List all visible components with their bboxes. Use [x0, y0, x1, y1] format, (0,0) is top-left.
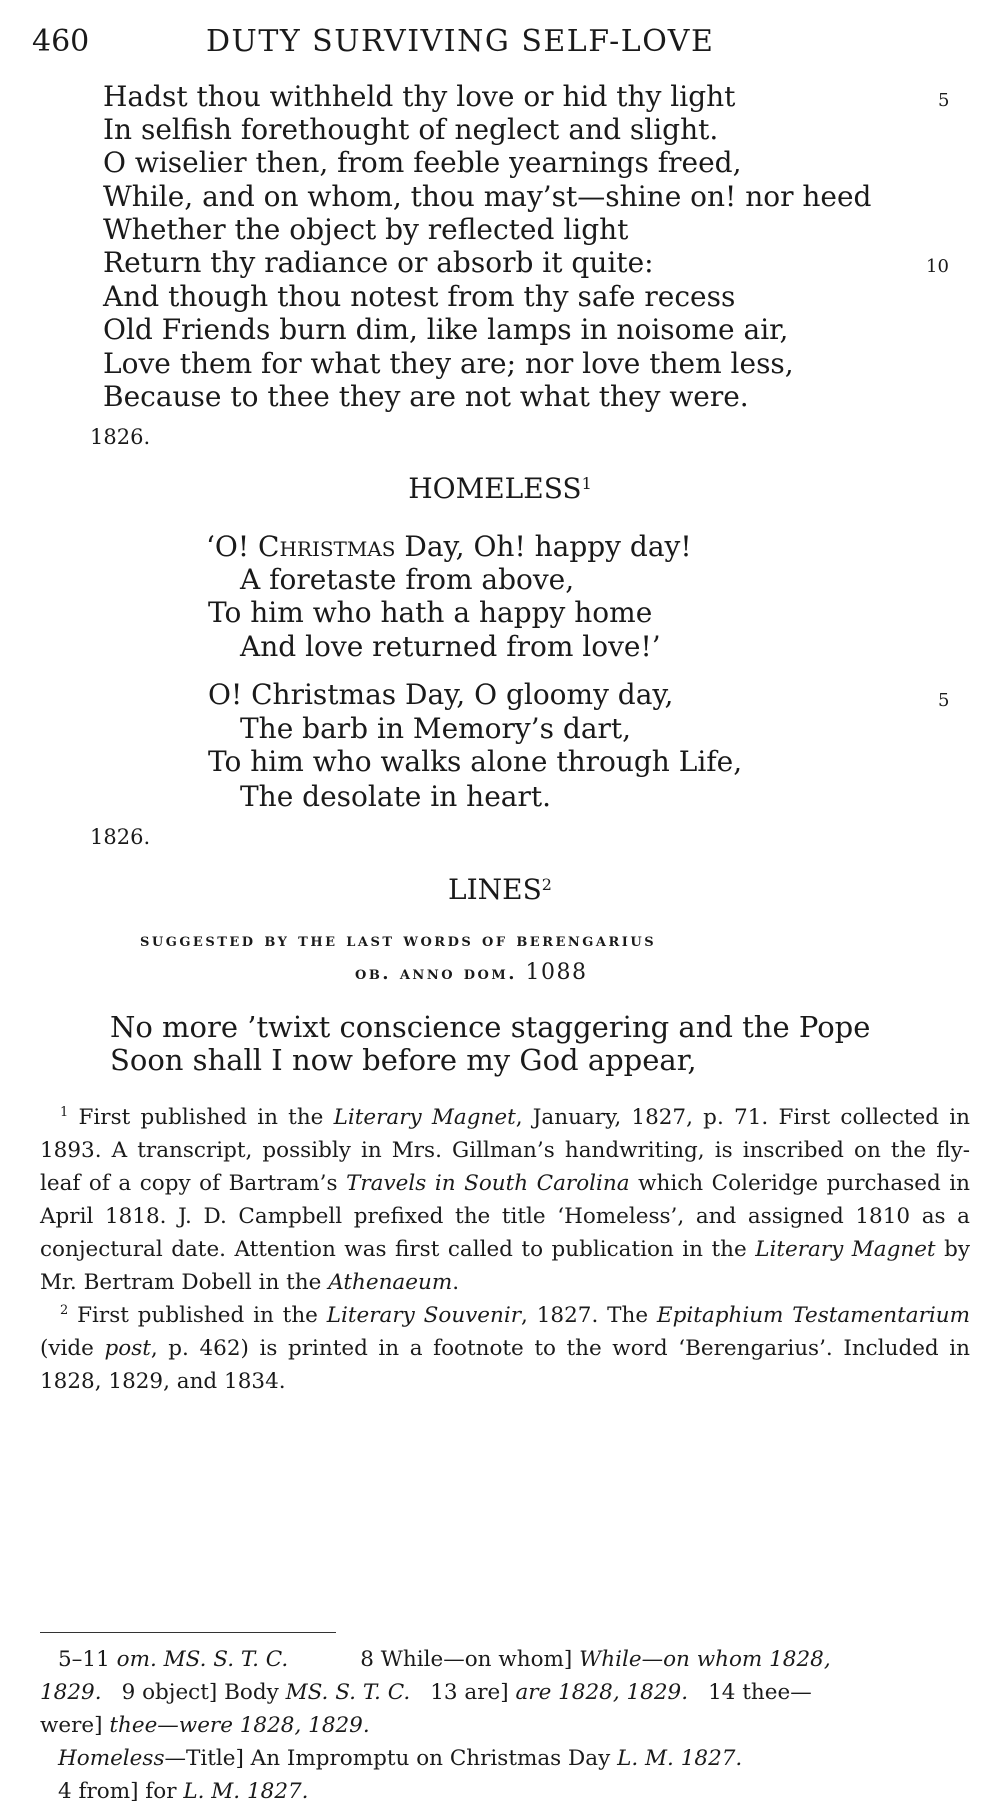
footnote-mark: 1	[581, 474, 592, 493]
line-number: 5	[938, 690, 950, 711]
heading-lines: LINES$^2$	[448, 873, 552, 906]
line-number: 5	[938, 90, 950, 111]
poem-line: Old Friends burn dim, like lamps in noisome air,	[103, 313, 789, 346]
footnote-1: $^1$ First published in the Literary Magnet, January, 1827, p. 71. First collected in 1893. A transcript, possibly in Mrs. Gillman’s handwriting, is inscribed on the fly-leaf of a copy of Bartram’s Travels in South Carolina which Coleridge purchased in April 1818. J. D. Campbell prefixed the title ‘Homeless’, and assigned 1810 as a conjectural date. Attention was first called to publication in the Literary Magnet by Mr. Bertram Dobell in the Athenaeum.	[40, 1105, 971, 1296]
poem-date: 1826.	[90, 825, 151, 849]
poem-line: Soon shall I now before my God appear,	[110, 1043, 697, 1077]
poem-line: The barb in Memory’s dart,	[240, 712, 632, 745]
subtitle: suggested by the last words of berengarius	[140, 930, 657, 951]
poem-line: While, and on whom, thou may’st—shine on! nor heed	[103, 180, 872, 213]
poem-line: And love returned from love!’	[240, 630, 661, 663]
heading-homeless: HOMELESS$^1$	[408, 472, 592, 505]
poem-date: 1826.	[90, 425, 151, 449]
textual-note: 5–11 om. MS. S. T. C. 8 While—on whom] While—on whom 1828,	[58, 1647, 831, 1672]
subtitle-date: ob. anno dom. 1088	[355, 960, 588, 985]
poem-line: The desolate in heart.	[240, 780, 551, 813]
poem-line: O wiselier then, from feeble yearnings freed,	[103, 146, 742, 179]
poem-line: ‘O! Christmas Day, Oh! happy day!	[206, 530, 692, 563]
poem-line: In selfish forethought of neglect and slight.	[103, 113, 719, 146]
poem-line: O! Christmas Day, O gloomy day,	[208, 678, 674, 711]
footnote-2: $^2$ First published in the Literary Souvenir, 1827. The Epitaphium Testamentarium (vide post, p. 462) is printed in a footnote to the word ‘Berengarius’. Included in 1828, 1829, and 1834.	[40, 1303, 970, 1395]
divider-rule	[40, 1632, 336, 1633]
poem-line: To him who hath a happy home	[208, 596, 653, 629]
poem-line: Return thy radiance or absorb it quite:	[103, 246, 654, 279]
textual-note: were] thee—were 1828, 1829.	[40, 1713, 370, 1738]
page-number: 460	[32, 24, 90, 59]
textual-note: 1829. 9 object] Body MS. S. T. C. 13 are] are 1828, 1829. 14 thee—	[40, 1680, 812, 1705]
poem-line: Whether the object by reflected light	[103, 213, 629, 246]
running-title: DUTY SURVIVING SELF-LOVE	[206, 24, 715, 59]
poem-line: To him who walks alone through Life,	[208, 745, 743, 778]
poem-line: A foretaste from above,	[240, 563, 575, 596]
footnote-mark: 2	[541, 875, 552, 894]
textual-note: 4 from] for L. M. 1827.	[58, 1779, 309, 1804]
poem-line: And though thou notest from thy safe recess	[103, 280, 736, 313]
poem-line: Love them for what they are; nor love them less,	[103, 347, 794, 380]
textual-note: Homeless—Title] An Impromptu on Christmas Day L. M. 1827.	[58, 1746, 743, 1771]
poem-line: Hadst thou withheld thy love or hid thy light	[103, 80, 736, 113]
poem-line: Because to thee they are not what they were.	[103, 380, 749, 413]
line-number: 10	[926, 256, 949, 277]
poem-line: No more ’twixt conscience staggering and the Pope	[110, 1010, 871, 1044]
